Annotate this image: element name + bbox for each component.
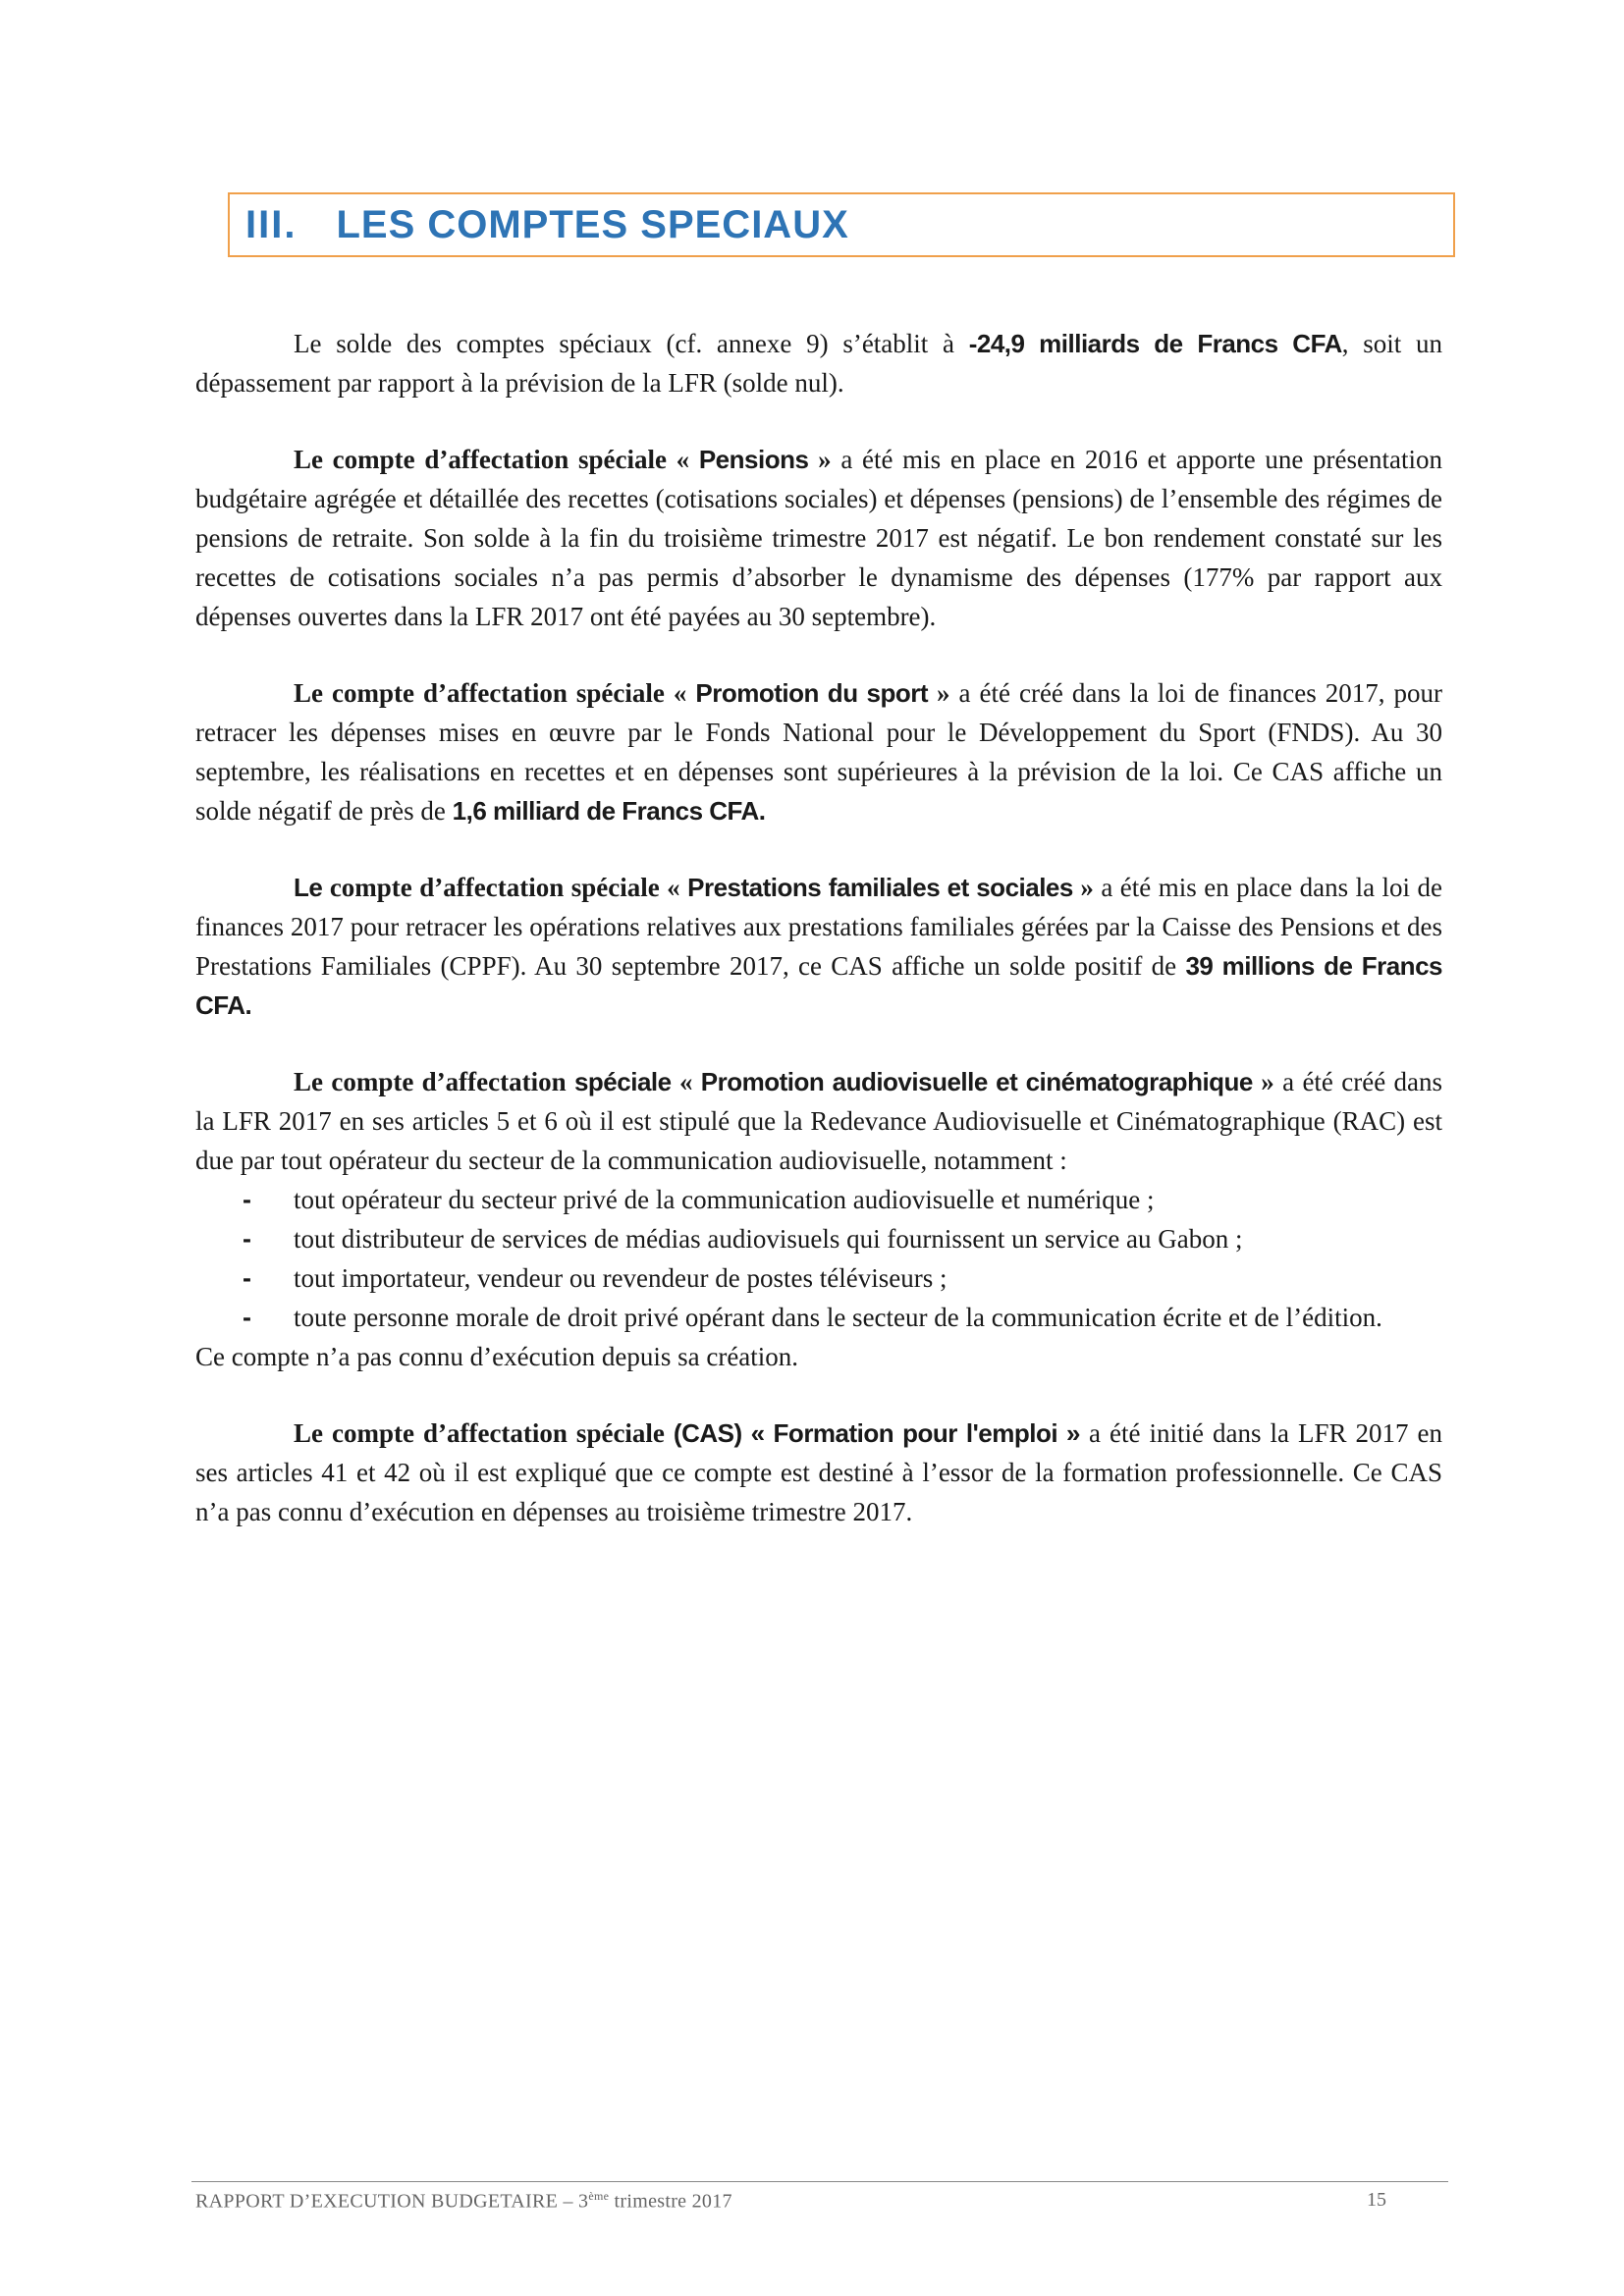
footer-superscript: ème — [588, 2189, 610, 2203]
list-item-text: tout opérateur du secteur privé de la communication audiovisuelle et numérique ; — [294, 1185, 1155, 1214]
paragraph-text: a été créé dans la loi de finances 2017, pour retracer les dépenses mises en œuvre par le Fonds National pour le Développement du Sport (FNDS). Au 30 septembre, les réalisations en recettes et en dépenses sont supérieures à la prévision de la loi. Ce CAS affiche un solde négatif de près de — [195, 678, 1443, 826]
bullet-dash: - — [243, 1224, 251, 1254]
paragraph-pensions — [195, 440, 1442, 636]
list-item-text: toute personne morale de droit privé opérant dans le secteur de la communication écrite et de l’édition. — [294, 1303, 1382, 1332]
account-name: Prestations familiales et sociales — [687, 873, 1073, 902]
list-item — [195, 1180, 1442, 1219]
paragraph-lead: Le compte d’affectation spéciale — [294, 1418, 674, 1448]
account-name: Pensions — [698, 445, 809, 474]
account-name: (CAS) « Formation pour l'emploi » — [673, 1418, 1081, 1448]
paragraph-lead: compte d’affectation spéciale « — [322, 873, 688, 902]
highlight-amount: -24,9 milliards de Francs CFA — [968, 329, 1342, 358]
paragraph-text: a été mis en place en 2016 et apporte une présentation budgétaire agrégée et détaillée des recettes (cotisations sociales) et dépenses (pensions) de l’ensemble des régimes de pensions de retraite. Son solde à la fin du troisième trimestre 2017 est négatif. Le bon rendement constaté sur les recettes de cotisations sociales n’a pas permis d’absorber le dynamisme des dépenses (177% par rapport aux dépenses ouvertes dans la LFR 2017 ont été payées au 30 septembre). — [195, 445, 1442, 631]
list-item-text: tout importateur, vendeur ou revendeur de postes téléviseurs ; — [294, 1263, 947, 1293]
quote-close: » — [808, 445, 832, 474]
document-body — [195, 324, 1442, 1531]
paragraph-text: a été mis en place dans la loi de finances 2017 pour retracer les opérations relatives aux prestations familiales gérées par la Caisse des Pensions et des Prestations Familiales (CPPF). Au 30 septembre 2017, ce CAS affiche un solde positif de — [195, 873, 1442, 981]
paragraph-lead: Le compte d’affectation spéciale « — [294, 445, 699, 474]
section-number: III. — [245, 202, 298, 246]
list-item — [195, 1219, 1442, 1258]
account-name: Promotion audiovisuelle et cinématographique — [700, 1067, 1253, 1096]
footer-text: trimestre 2017 — [609, 2190, 732, 2213]
paragraph-audiovisuel — [195, 1062, 1442, 1180]
paragraph-solde — [195, 324, 1442, 402]
quote-open: « — [671, 1067, 701, 1096]
paragraph-text: , soit un dépassement par rapport à la prévision de la LFR (solde nul). — [195, 329, 1442, 398]
paragraph-lead: Le compte d’affectation — [294, 1067, 574, 1096]
paragraph-sport — [195, 673, 1442, 830]
paragraph-formation — [195, 1414, 1442, 1531]
bullet-dash: - — [243, 1185, 251, 1214]
bullet-list — [195, 1180, 1442, 1337]
paragraph-text: a été créé dans la LFR 2017 en ses articles 5 et 6 où il est stipulé que la Redevance Audiovisuelle et Cinématographique (RAC) est due par tout opérateur du secteur de la communication audiovisuelle, notamment : — [195, 1067, 1443, 1175]
bullet-dash: - — [243, 1263, 251, 1293]
footer-text: RAPPORT D’EXECUTION BUDGETAIRE – 3 — [195, 2190, 589, 2213]
highlight-amount: 1,6 milliard de Francs CFA. — [452, 796, 766, 826]
quote-close: » — [1072, 873, 1094, 902]
paragraph-note: Ce compte n’a pas connu d’exécution depuis sa création. — [195, 1342, 799, 1371]
paragraph-prestations — [195, 868, 1442, 1025]
footer-divider — [191, 2181, 1448, 2182]
paragraph-lead: Le compte d’affectation spéciale « — [294, 678, 696, 708]
paragraph-lead: spéciale — [573, 1067, 672, 1096]
list-item-text: tout distributeur de services de médias audiovisuels qui fournissent un service au Gabon ; — [294, 1224, 1243, 1254]
list-item — [195, 1298, 1442, 1337]
account-name: Promotion du sport — [695, 678, 929, 708]
section-title: LES COMPTES SPECIAUX — [336, 202, 849, 246]
paragraph-text: Le solde des comptes spéciaux (cf. annexe 9) s’établit à — [294, 329, 969, 358]
page-number: 15 — [1367, 2189, 1386, 2211]
list-item — [195, 1258, 1442, 1298]
paragraph-lead: Le — [294, 873, 323, 902]
quote-close: » — [928, 678, 950, 708]
footer-report-title — [195, 2189, 732, 2214]
section-heading — [228, 192, 1455, 257]
paragraph-text: a été initié dans la LFR 2017 en ses articles 41 et 42 où il est expliqué que ce compte est destiné à l’essor de la formation professionnelle. Ce CAS n’a pas connu d’exécution en dépenses au troisième trimestre 2017. — [195, 1418, 1442, 1526]
bullet-dash: - — [243, 1303, 251, 1332]
quote-close: » — [1252, 1067, 1274, 1096]
highlight-amount: 39 millions de Francs CFA. — [195, 951, 1442, 1020]
